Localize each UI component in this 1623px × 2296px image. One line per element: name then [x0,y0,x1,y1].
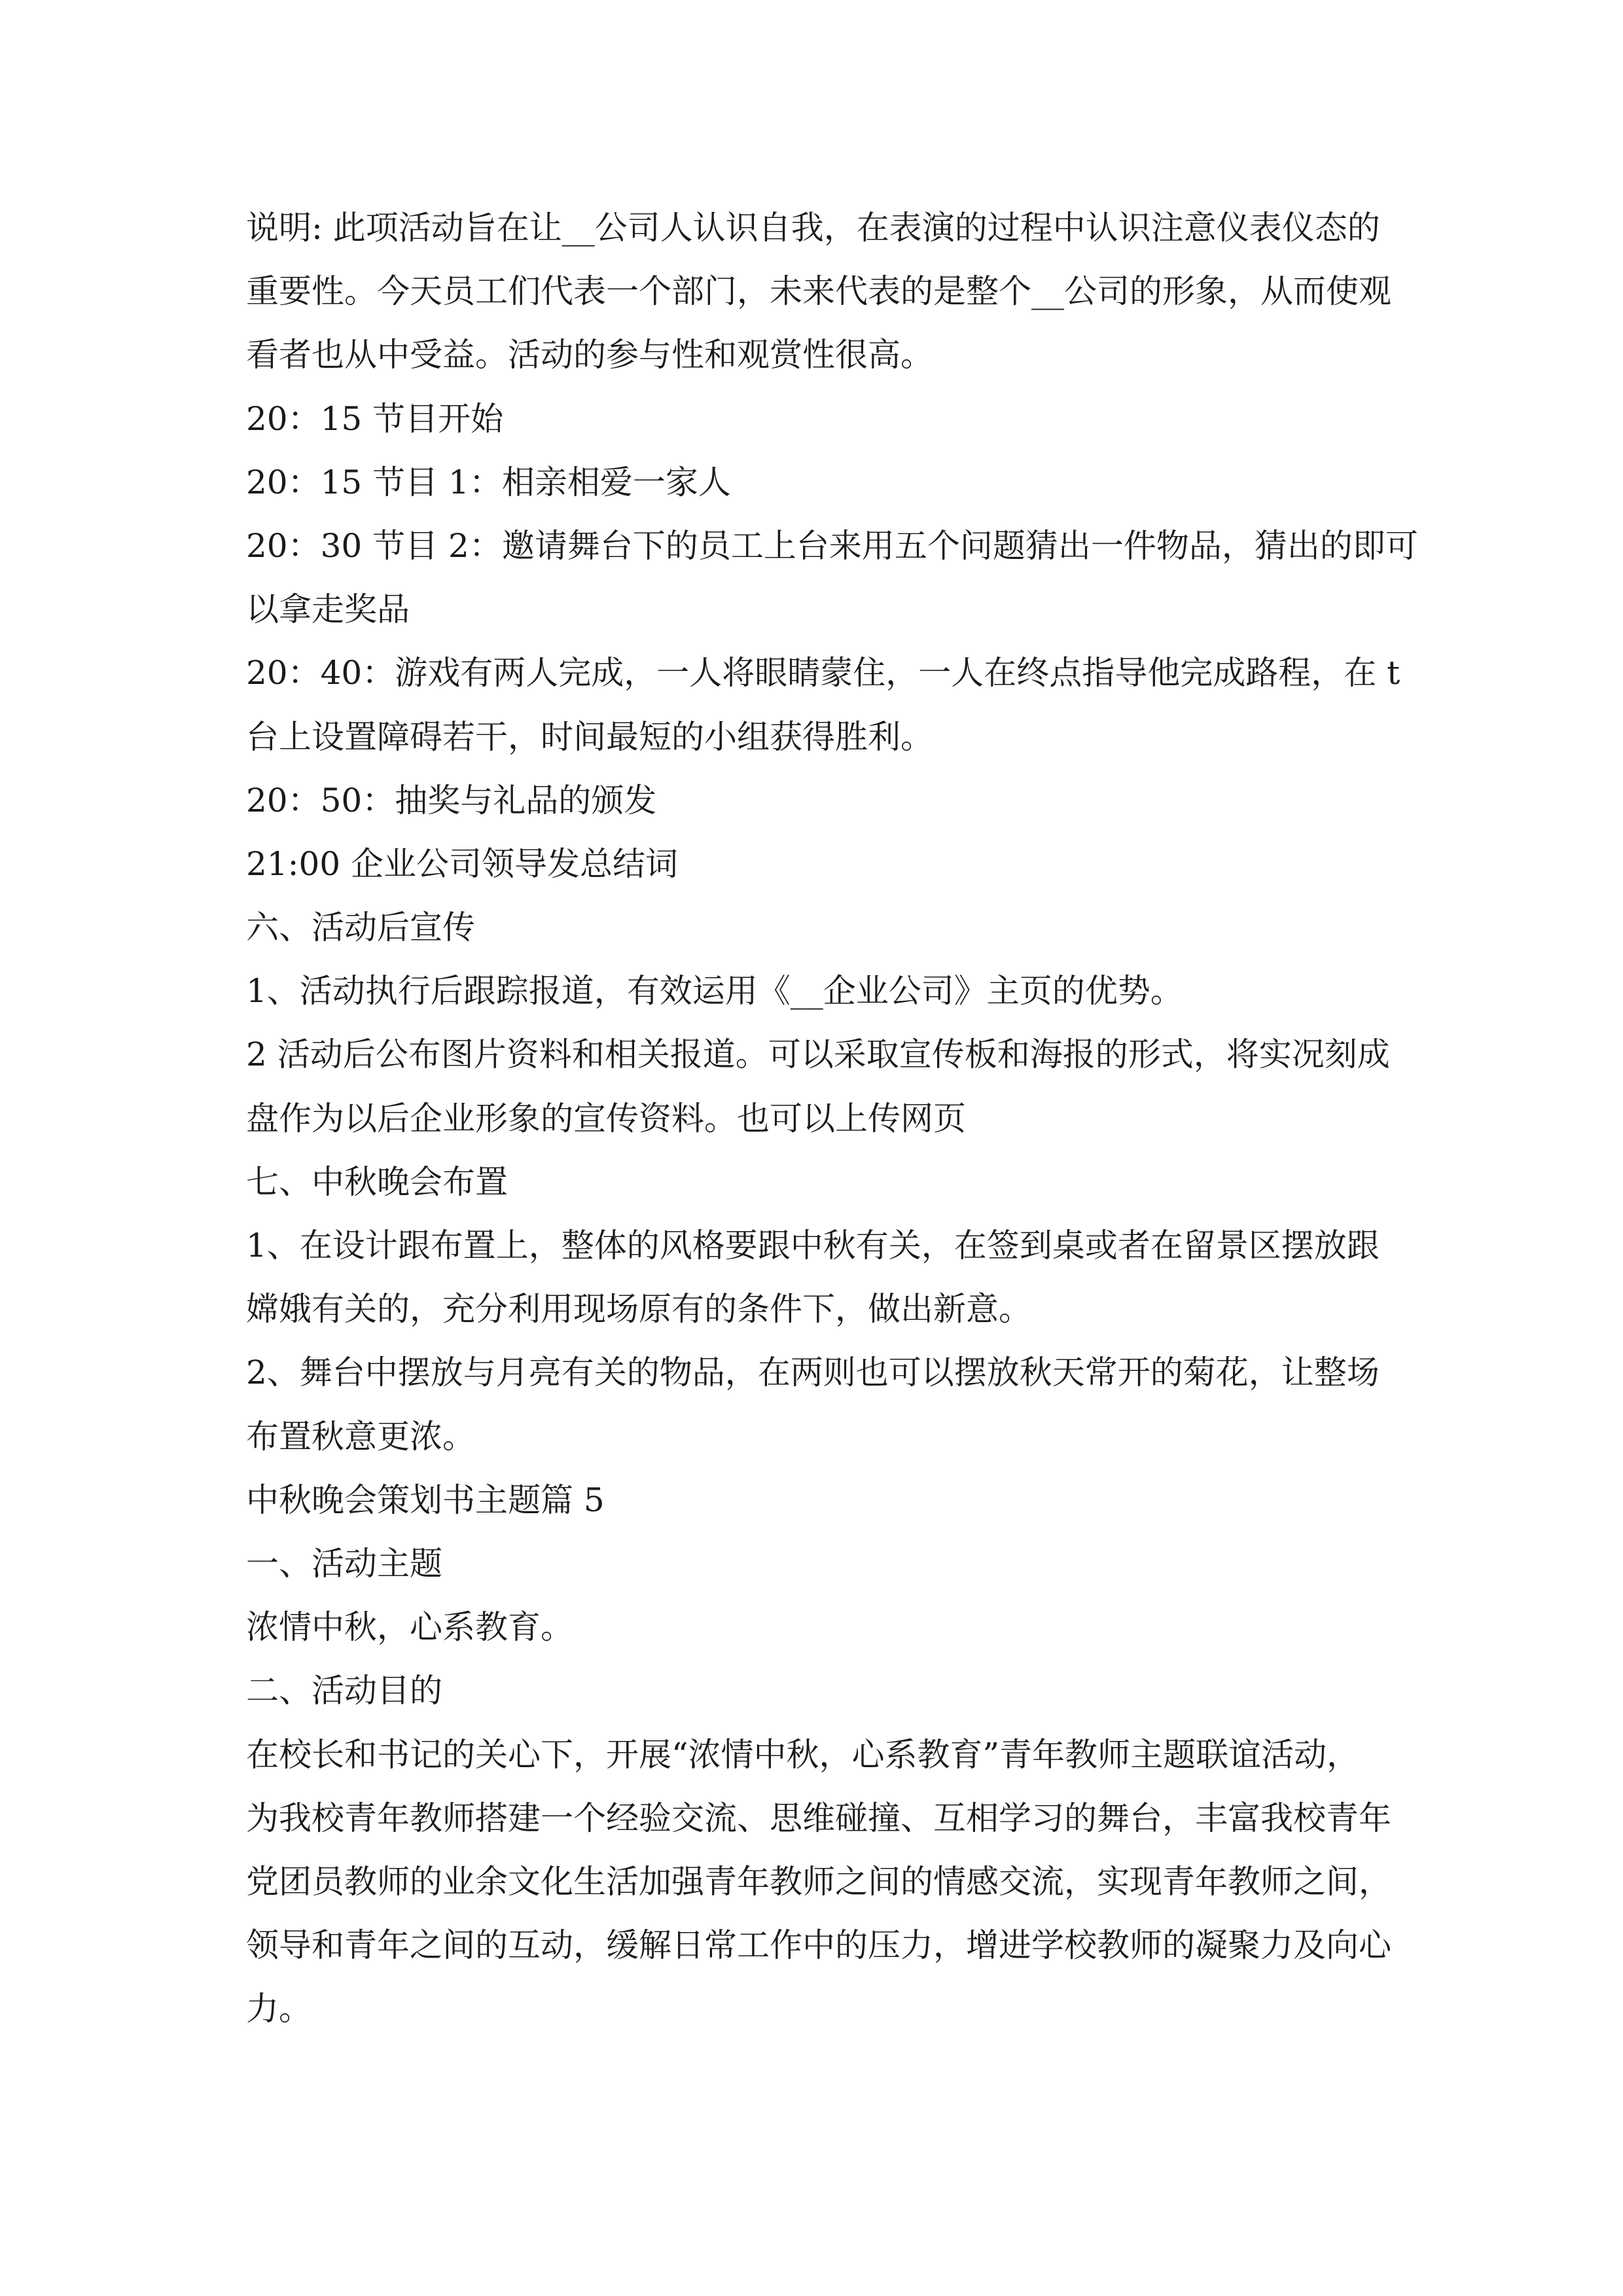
schedule-line: 20：15 节目 1：相亲相爱一家人 [246,463,731,501]
list-item: 1、在设计跟布置上，整体的风格要跟中秋有关，在签到桌或者在留景区摆放跟 [246,1227,1380,1265]
text-line: 台上设置障碍若干，时间最短的小组获得胜利。 [246,717,933,756]
schedule-line: 20：50：抽奖与礼品的颁发 [246,781,657,819]
schedule-line: 20：30 节目 2：邀请舞台下的员工上台来用五个问题猜出一件物品，猜出的即可 [246,526,1418,565]
text-line: 重要性。今天员工们代表一个部门，未来代表的是整个__公司的形象，从而使观 [246,272,1391,311]
schedule-line: 20：40：游戏有两人完成，一人将眼睛蒙住，一人在终点指导他完成路程，在 t [246,654,1400,692]
list-item: 1、活动执行后跟踪报道，有效运用《__企业公司》主页的优势。 [246,972,1183,1011]
section-heading: 二、活动目的 [246,1672,442,1710]
text-line: 布置秋意更浓。 [246,1417,475,1456]
text-line: 以拿走奖品 [246,590,410,629]
text-line: 党团员教师的业余文化生活加强青年教师之间的情感交流，实现青年教师之间， [246,1862,1391,1901]
section-heading: 七、中秋晚会布置 [246,1162,508,1201]
section-heading: 六、活动后宣传 [246,908,475,947]
text-line: 嫦娥有关的，充分利用现场原有的条件下，做出新意。 [246,1290,1031,1329]
schedule-line: 21:00 企业公司领导发总结词 [246,844,678,883]
list-item: 2、舞台中摆放与月亮有关的物品，在两则也可以摆放秋天常开的菊花，让整场 [246,1354,1380,1392]
schedule-line: 20：15 节目开始 [246,399,504,438]
text-line: 浓情中秋，心系教育。 [246,1608,573,1647]
section-heading: 一、活动主题 [246,1544,442,1583]
text-line: 说明: 此项活动旨在让__公司人认识自我，在表演的过程中认识注意仪表仪态的 [246,209,1380,247]
text-line: 力。 [246,1990,312,2028]
text-line: 看者也从中受益。活动的参与性和观赏性很高。 [246,336,933,374]
text-line: 在校长和书记的关心下，开展“浓情中秋，心系教育”青年教师主题联谊活动， [246,1735,1360,1774]
text-line: 为我校青年教师搭建一个经验交流、思维碰撞、互相学习的舞台，丰富我校青年 [246,1799,1391,1837]
list-item: 2 活动后公布图片资料和相关报道。可以采取宣传板和海报的形式，将实况刻成 [246,1035,1390,1074]
document-body [246,196,1418,2041]
text-line: 领导和青年之间的互动，缓解日常工作中的压力，增进学校教师的凝聚力及向心 [246,1926,1391,1965]
text-line: 盘作为以后企业形象的宣传资料。也可以上传网页 [246,1099,966,1138]
chapter-title: 中秋晚会策划书主题篇 5 [246,1480,605,1519]
